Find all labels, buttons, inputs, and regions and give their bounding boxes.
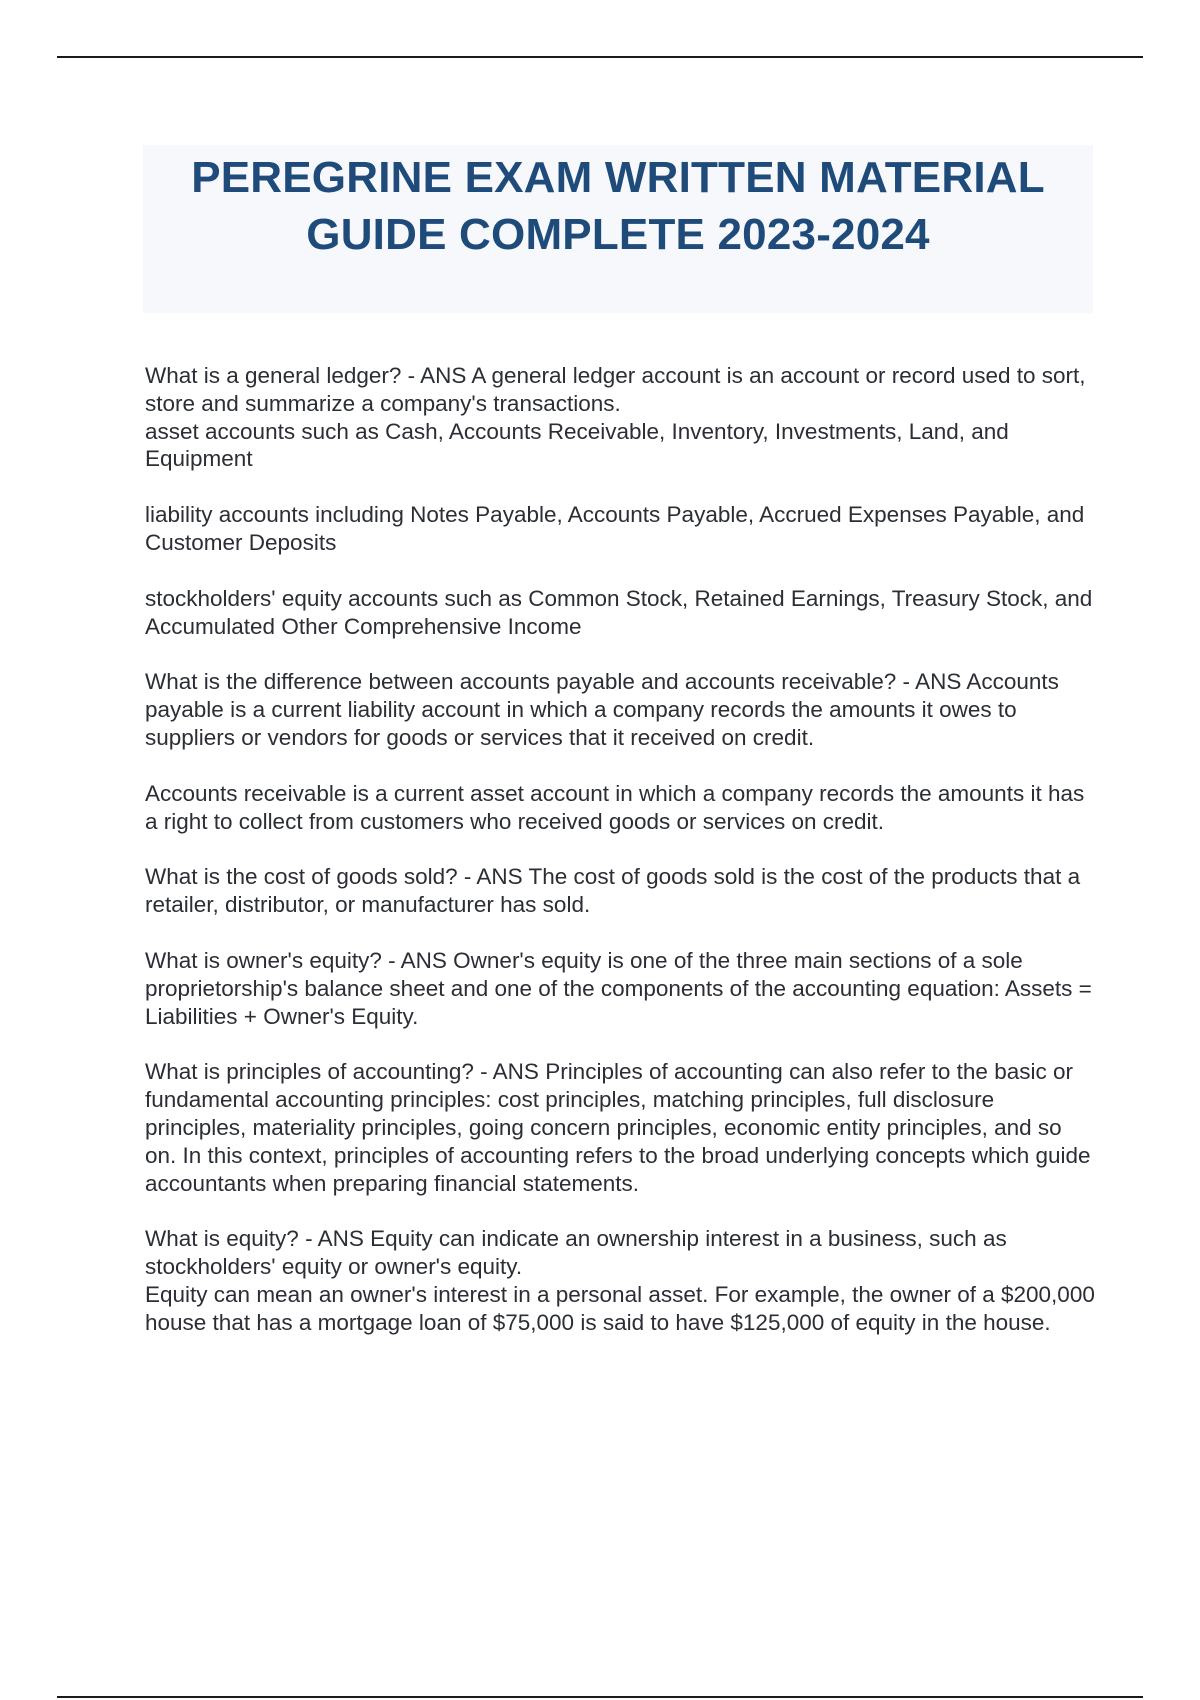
qa-block	[145, 501, 1095, 557]
qa-paragraph: liability accounts including Notes Payable, Accounts Payable, Accrued Expenses Payable, and Customer Deposits	[145, 502, 1085, 555]
qa-paragraph: Equity can mean an owner's interest in a personal asset. For example, the owner of a $200,000 house that has a mortgage loan of $75,000 is said to have $125,000 of equity in the house.	[145, 1281, 1095, 1335]
qa-paragraph: asset accounts such as Cash, Accounts Receivable, Inventory, Investments, Land, and Equipment	[145, 418, 1009, 472]
title-banner	[143, 145, 1093, 313]
qa-paragraph: stockholders' equity accounts such as Common Stock, Retained Earnings, Treasury Stock, and Accumulated Other Comprehensive Income	[145, 585, 1093, 639]
qa-block	[145, 947, 1095, 1030]
qa-paragraph: What is a general ledger? - ANS A general ledger account is an account or record used to sort, store and summarize a company's transactions.	[145, 363, 1086, 416]
qa-paragraph: What is the difference between accounts payable and accounts receivable? - ANS Accounts payable is a current liability account in which a company records the amounts it owes to suppliers or vendors for goods or services that it received on credit.	[145, 669, 1059, 750]
qa-block	[145, 668, 1095, 751]
qa-block	[145, 1225, 1095, 1336]
qa-block	[145, 362, 1095, 473]
qa-paragraph: What is equity? - ANS Equity can indicate an ownership interest in a business, such as stockholders' equity or owner's equity.	[145, 1226, 1007, 1280]
document-title	[143, 145, 1093, 263]
qa-block	[145, 863, 1095, 919]
qa-paragraph: Accounts receivable is a current asset account in which a company records the amounts it has a right to collect from customers who received goods or services on credit.	[145, 780, 1085, 834]
top-rule	[57, 56, 1143, 58]
bottom-rule	[57, 1696, 1143, 1698]
qa-paragraph: What is owner's equity? - ANS Owner's equity is one of the three main sections of a sole proprietorship's balance sheet and one of the components of the accounting equation: Assets = Liabilities + Owner's Equity.	[145, 947, 1092, 1029]
qa-paragraph: What is principles of accounting? - ANS Principles of accounting can also refer to the basic or fundamental accounting principles: cost principles, matching principles, full disclosure principles, materiality principles, going concern principles, economic entity principles, and so on. In this context, principles of accounting refers to the broad underlying concepts which guide accountants when preparing financial statements.	[145, 1059, 1091, 1196]
qa-block	[145, 780, 1095, 836]
qa-content	[145, 362, 1095, 1365]
document-title-line-1: PEREGRINE EXAM WRITTEN MATERIAL	[191, 153, 1045, 202]
qa-block	[145, 1058, 1095, 1197]
qa-block	[145, 585, 1095, 641]
qa-paragraph: What is the cost of goods sold? - ANS The cost of goods sold is the cost of the products that a retailer, distributor, or manufacturer has sold.	[145, 864, 1081, 918]
document-title-line-2: GUIDE COMPLETE 2023-2024	[306, 210, 930, 259]
